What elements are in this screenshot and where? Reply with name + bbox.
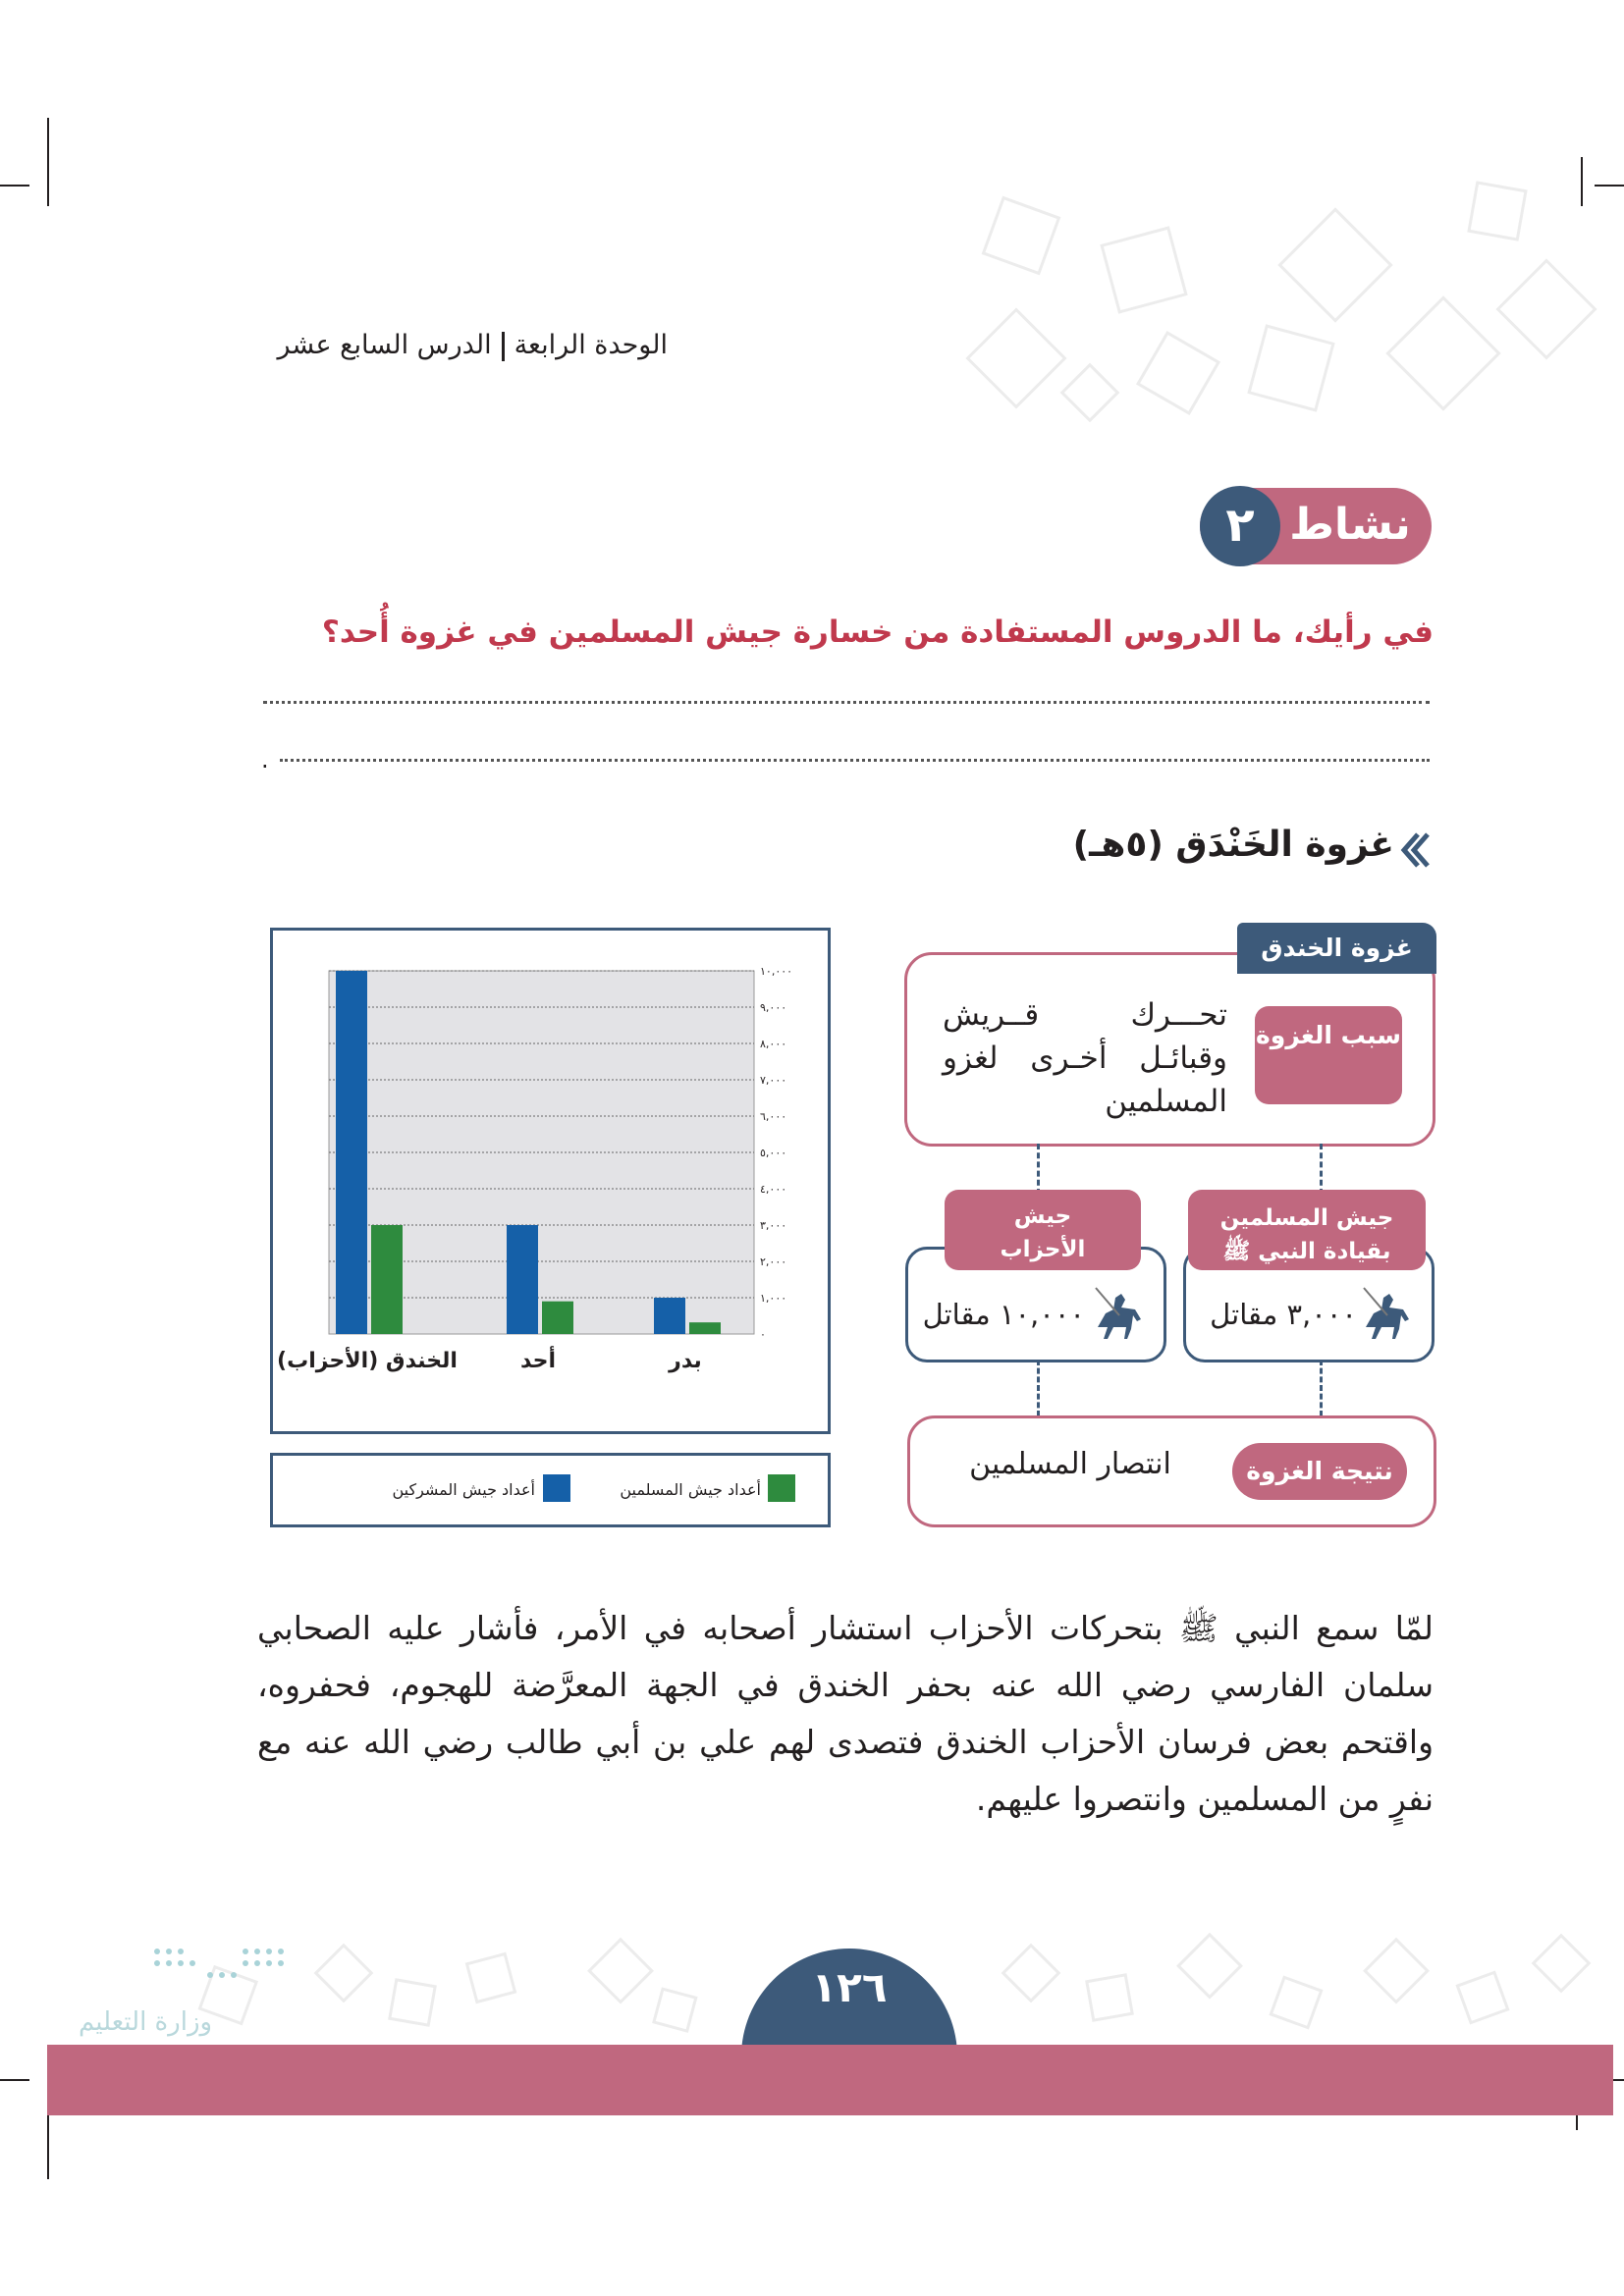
y-tick-label: ٨,٠٠٠ xyxy=(760,1038,787,1050)
y-tick-label: ٩,٠٠٠ xyxy=(760,1001,787,1014)
bar-mushrikin xyxy=(336,971,367,1334)
breadcrumb-unit: الوحدة الرابعة xyxy=(514,330,668,360)
result-label: نتيجة الغزوة xyxy=(1232,1443,1407,1500)
legend-label-mushrikin: أعداد جيش المشركين xyxy=(392,1480,535,1499)
y-tick-label: ٠ xyxy=(760,1328,766,1341)
legend-label-muslims: أعداد جيش المسلمين xyxy=(620,1480,761,1499)
ahzab-army-value: ١٠,٠٠٠ مقاتل xyxy=(922,1298,1085,1331)
activity-number: ٢ xyxy=(1200,486,1280,566)
x-category-label: الخندق (الأحزاب) xyxy=(277,1349,458,1373)
muslims-army-label: جيش المسلمين بقيادة النبي ﷺ xyxy=(1188,1190,1426,1270)
horse-rider-icon xyxy=(1092,1286,1145,1343)
connector-line xyxy=(1320,1144,1323,1195)
y-tick-label: ٣,٠٠٠ xyxy=(760,1219,787,1232)
footer-band xyxy=(47,2045,1613,2115)
bar-muslims xyxy=(371,1225,403,1334)
page-number: ١٢٦ xyxy=(811,1963,888,2011)
bar-mushrikin xyxy=(507,1225,538,1334)
section-title: غزوة الخَنْدَق (٥هـ) xyxy=(1072,825,1394,865)
result-text: انتصار المسلمين xyxy=(969,1447,1171,1481)
answer-line[interactable] xyxy=(263,701,1430,704)
breadcrumb-separator xyxy=(502,332,505,361)
answer-line[interactable] xyxy=(280,759,1430,762)
breadcrumb xyxy=(255,330,668,361)
crop-mark xyxy=(0,185,29,187)
y-tick-label: ١,٠٠٠ xyxy=(760,1292,787,1305)
legend-swatch-mushrikin xyxy=(543,1474,570,1502)
ministry-name: وزارة التعليم xyxy=(79,2007,213,2037)
bar-mushrikin xyxy=(654,1298,685,1334)
crop-mark xyxy=(47,118,49,206)
bar-muslims xyxy=(689,1322,721,1334)
cause-label: سبب الغزوة xyxy=(1255,1006,1402,1104)
activity-question: في رأيك، ما الدروس المستفادة من خسارة جيش المسلمين في غزوة أُحد؟ xyxy=(321,614,1434,650)
diagram-title: غزوة الخندق xyxy=(1237,923,1436,974)
connector-line xyxy=(1320,1360,1323,1416)
y-tick-label: ١٠,٠٠٠ xyxy=(760,965,793,978)
bar-chart xyxy=(273,931,825,1428)
horse-rider-icon xyxy=(1360,1286,1413,1343)
legend-swatch-muslims xyxy=(768,1474,795,1502)
x-category-label: بدر xyxy=(669,1349,702,1373)
x-category-label: أحد xyxy=(519,1349,557,1373)
ahzab-army-label: جيش الأحزاب xyxy=(945,1190,1141,1270)
muslims-army-value: ٣,٠٠٠ مقاتل xyxy=(1210,1298,1357,1331)
connector-line xyxy=(1037,1144,1040,1195)
activity-label: نشاط xyxy=(1289,500,1411,550)
crop-mark xyxy=(0,2079,29,2081)
y-tick-label: ٦,٠٠٠ xyxy=(760,1110,787,1123)
double-chevron-icon xyxy=(1398,830,1437,870)
answer-end-mark: . xyxy=(261,746,269,774)
connector-line xyxy=(1037,1360,1040,1416)
decorative-pattern xyxy=(962,167,1624,461)
y-tick-label: ٥,٠٠٠ xyxy=(760,1147,787,1159)
body-paragraph: لمّا سمع النبي ﷺ بتحركات الأحزاب استشار أصحابه في الأمر، فأشار عليه الصحابي سلمان الفارسي رضي الله عنه بحفر الخندق في الجهة المعرَّضة للهجوم، فحفروه، واقتحم بعض فرسان الأحزاب الخندق فتصدى لهم علي بن أبي طالب رضي الله عنه مع نفرٍ من المسلمين وانتصروا عليهم. xyxy=(257,1609,1434,1818)
breadcrumb-lesson: الدرس السابع عشر xyxy=(277,330,492,360)
cause-text: تحـــرك قــريش وقبائـل أخـرى لغزو المسلمين xyxy=(943,997,1227,1119)
y-tick-label: ٧,٠٠٠ xyxy=(760,1074,787,1087)
bar-muslims xyxy=(542,1302,573,1334)
y-tick-label: ٢,٠٠٠ xyxy=(760,1255,787,1268)
ministry-logo-dots xyxy=(147,1942,295,2001)
y-tick-label: ٤,٠٠٠ xyxy=(760,1183,787,1196)
